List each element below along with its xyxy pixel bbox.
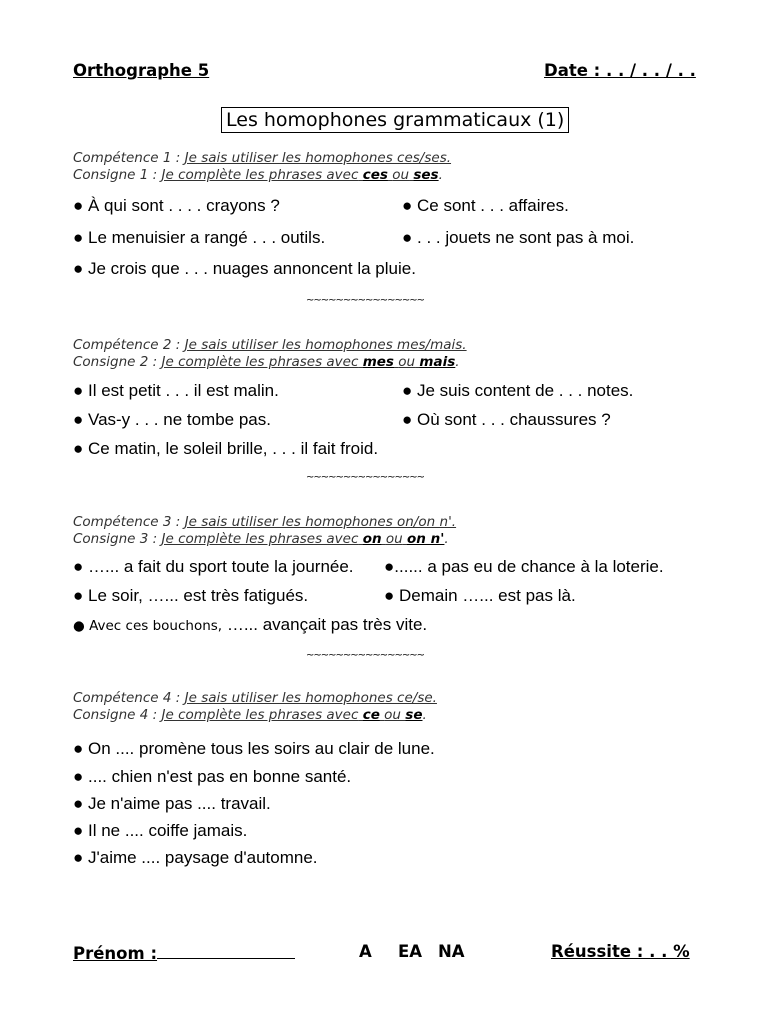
exercise-line: ● Le menuisier a rangé . . . outils.	[73, 228, 326, 247]
exercise-line: ● Je crois que . . . nuages annoncent la pluie.	[73, 259, 416, 278]
worksheet-title: Les homophones grammaticaux (1)	[221, 107, 569, 133]
exercise-line: ● Il est petit . . . il est malin.	[73, 381, 279, 400]
date-field: Date : . . / . . / . .	[544, 61, 696, 80]
exercise-line: ● À qui sont . . . . crayons ?	[73, 196, 280, 215]
competence-label: Compétence 1 :	[73, 150, 181, 166]
exercise-line: ●...... a pas eu de chance à la loterie.	[384, 557, 664, 576]
separator: ~~~~~~~~~~~~~~~~	[306, 472, 425, 483]
keyword: mes	[362, 354, 394, 370]
consigne-1	[73, 167, 443, 183]
consigne-end: .	[438, 167, 443, 183]
consigne-label: Consigne 3 :	[73, 531, 158, 547]
reussite-field: Réussite : . . %	[551, 942, 690, 961]
exercise-line: ● Je n'aime pas .... travail.	[73, 794, 271, 813]
consigne-label: Consigne 1 :	[73, 167, 158, 183]
consigne-end: .	[422, 707, 427, 723]
consigne-or: ou	[384, 707, 401, 723]
competence-label: Compétence 4 :	[73, 690, 181, 706]
exercise-rest: …... avançait pas très vite.	[222, 615, 428, 634]
exercise-line: ● Le soir, …... est très fatigués.	[73, 586, 309, 605]
consigne-or: ou	[398, 354, 416, 370]
exercise-line: ● Vas-y . . . ne tombe pas.	[73, 410, 271, 429]
keyword: ce	[362, 707, 380, 723]
exercise-line: ● On .... promène tous les soirs au clair de lune.	[73, 739, 435, 758]
competence-text: Je sais utiliser les homophones mes/mais.	[184, 337, 467, 353]
keyword: mais	[419, 354, 456, 370]
separator: ~~~~~~~~~~~~~~~~	[306, 650, 425, 661]
competence-1	[73, 150, 451, 166]
consigne-text: Je complète les phrases avec	[161, 707, 359, 723]
level-a: A	[359, 942, 372, 961]
exercise-line: ● Ce matin, le soleil brille, . . . il fait froid.	[73, 439, 379, 458]
exercise-line: ● Je suis content de . . . notes.	[402, 381, 634, 400]
separator: ~~~~~~~~~~~~~~~~	[306, 295, 425, 306]
keyword: ses	[413, 167, 439, 183]
consigne-3	[73, 531, 449, 547]
exercise-line: ● Où sont . . . chaussures ?	[402, 410, 611, 429]
consigne-label: Consigne 2 :	[73, 354, 158, 370]
prenom-label: Prénom :	[73, 944, 158, 963]
level-na: NA	[438, 942, 465, 961]
exercise-line: ● Ce sont . . . affaires.	[402, 196, 569, 215]
exercise-line: ● …... a fait du sport toute la journée.	[73, 557, 354, 576]
competence-3	[73, 514, 456, 530]
keyword: on n'	[407, 531, 445, 547]
exercise-line	[73, 615, 427, 635]
competence-label: Compétence 3 :	[73, 514, 181, 530]
exercise-line: ● Il ne .... coiffe jamais.	[73, 821, 248, 840]
competence-text: Je sais utiliser les homophones ce/se.	[184, 690, 437, 706]
level-ea: EA	[398, 942, 423, 961]
competence-2	[73, 337, 467, 353]
consigne-or: ou	[392, 167, 410, 183]
exercise-line: ● . . . jouets ne sont pas à moi.	[402, 228, 635, 247]
name-blank-line	[157, 942, 295, 959]
exercise-line: ● J'aime .... paysage d'automne.	[73, 848, 318, 867]
keyword: on	[362, 531, 382, 547]
consigne-text: Je complète les phrases avec	[161, 531, 359, 547]
competence-text: Je sais utiliser les homophones ces/ses.	[184, 150, 452, 166]
consigne-end: .	[455, 354, 460, 370]
keyword: ces	[362, 167, 388, 183]
subject-heading: Orthographe 5	[73, 61, 210, 80]
prenom-field	[73, 942, 295, 963]
competence-text: Je sais utiliser les homophones on/on n'.	[184, 514, 457, 530]
exercise-line: ● Demain …... est pas là.	[384, 586, 576, 605]
consigne-or: ou	[385, 531, 403, 547]
consigne-4	[73, 707, 427, 723]
competence-4	[73, 690, 437, 706]
consigne-text: Je complète les phrases avec	[161, 354, 359, 370]
consigne-label: Consigne 4 :	[73, 707, 158, 723]
consigne-2	[73, 354, 460, 370]
consigne-end: .	[444, 531, 449, 547]
exercise-line: ● .... chien n'est pas en bonne santé.	[73, 767, 352, 786]
consigne-text: Je complète les phrases avec	[161, 167, 359, 183]
competence-label: Compétence 2 :	[73, 337, 181, 353]
exercise-start: ● Avec ces bouchons,	[73, 618, 223, 634]
keyword: se	[405, 707, 423, 723]
